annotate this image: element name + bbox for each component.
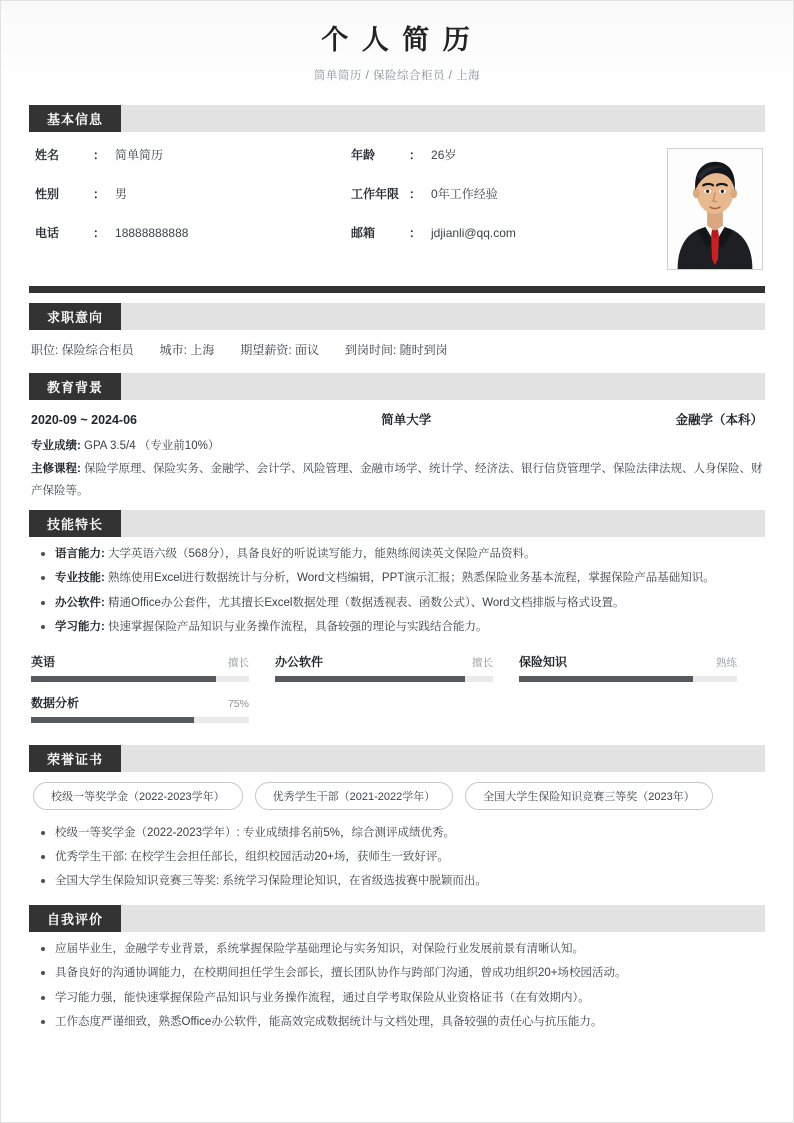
list-item: 应届毕业生，金融学专业背景，系统掌握保险学基础理论与实务知识，对保险行业发展前景有清晰认知。 [39, 938, 763, 960]
field-value: 男 [115, 187, 128, 202]
section-header-basic [29, 105, 765, 132]
field-label: 邮箱 [351, 226, 376, 241]
section-bar-filler [121, 510, 765, 537]
skill-meter [519, 653, 763, 682]
section-header-education [29, 373, 765, 400]
skill-bullet-text: 大学英语六级（568分），具备良好的听说读写能力，能熟练阅读英文保险产品资料。 [104, 547, 536, 560]
job-intent-row [29, 330, 765, 367]
skill-meter [31, 653, 275, 682]
skill-meter-header [519, 653, 737, 670]
field-colon: ： [93, 226, 106, 241]
list-item: 优秀学生干部: 在校学生会担任部长，组织校园活动20+场，获师生一致好评。 [39, 846, 763, 868]
section-title-skills: 技能特长 [29, 510, 121, 537]
skill-meter [31, 694, 275, 723]
skill-bullet-label: 专业技能: [55, 572, 105, 585]
section-header-intent [29, 303, 765, 330]
section-header-honors [29, 745, 765, 772]
list-item: 学习能力强，能快速掌握保险产品知识与业务操作流程，通过自学考取保险从业资格证书（在有效期内）。 [39, 987, 763, 1009]
field-colon: ： [409, 187, 422, 202]
section-bar-filler [121, 303, 765, 330]
field-age [351, 146, 667, 163]
list-item [39, 567, 763, 589]
intent-availability: 到岗时间: 随时到岗 [345, 343, 448, 358]
basic-info-block [29, 132, 765, 280]
education-gpa [29, 436, 765, 459]
skill-meter-level: 擅长 [227, 656, 249, 669]
field-name [35, 146, 351, 163]
skill-meter-fill [275, 676, 465, 682]
skill-meter-group [29, 645, 765, 739]
section-bar-filler [121, 105, 765, 132]
page-title: 个 人 简 历 [321, 25, 473, 55]
section-header-skills [29, 510, 765, 537]
field-value: jdjianli@qq.com [431, 226, 516, 241]
skill-meter-header [31, 694, 249, 711]
field-phone [35, 224, 351, 241]
field-colon: ： [409, 226, 422, 241]
skill-meter-level: 擅长 [471, 656, 493, 669]
education-gpa-label: 专业成绩: [31, 440, 81, 453]
selfeval-bullet-list [29, 932, 765, 1040]
section-bar-filler [121, 745, 765, 772]
skill-meter-name: 保险知识 [518, 654, 567, 669]
section-bar-filler [121, 905, 765, 932]
list-item: 校级一等奖学金（2022-2023学年）: 专业成绩排名前5%，综合测评成绩优秀。 [39, 822, 763, 844]
skill-bullet-label: 学习能力: [55, 621, 105, 634]
honors-bullet-list [29, 816, 765, 899]
list-item [39, 543, 763, 565]
field-value: 简单简历 [115, 148, 164, 163]
education-gpa-value: GPA 3.5/4 （专业前10%） [84, 440, 220, 453]
list-item: 工作态度严谨细致，熟悉Office办公软件，能高效完成数据统计与文档处理，具备较强的责任心与抗压能力。 [39, 1011, 763, 1033]
field-value: 0年工作经验 [431, 187, 498, 202]
list-item: 具备良好的沟通协调能力，在校期间担任学生会部长，擅长团队协作与跨部门沟通，曾成功组织20+场校园活动。 [39, 962, 763, 984]
status-badge: 校级一等奖学金（2022-2023学年） [33, 782, 243, 810]
education-row [29, 400, 765, 436]
education-courses-value: 保险学原理、保险实务、金融学、会计学、风险管理、金融市场学、统计学、经济法、银行信贷管理学、保险法律法规、人身保险、财产保险等。 [31, 463, 763, 497]
skill-meter-name: 英语 [31, 654, 56, 669]
field-label: 姓名 [35, 148, 60, 163]
skill-meter [275, 653, 519, 682]
field-colon: ： [409, 148, 422, 163]
skill-bullet-label: 语言能力: [55, 547, 105, 560]
list-item: 全国大学生保险知识竞赛三等奖: 系统学习保险理论知识，在省级选拔赛中脱颖而出。 [39, 870, 763, 892]
skill-meter-header [31, 653, 249, 670]
skill-meter-track [275, 676, 493, 682]
field-value: 18888888888 [115, 226, 189, 241]
status-badge: 全国大学生保险知识竞赛三等奖（2023年） [465, 782, 712, 810]
skill-meter-fill [31, 717, 194, 723]
skill-meter-fill [519, 676, 693, 682]
skill-bullet-text: 快速掌握保险产品知识与业务操作流程，具备较强的理论与实践结合能力。 [104, 621, 488, 634]
honor-pill-group [29, 772, 765, 816]
skill-bullet-text: 精通Office办公套件，尤其擅长Excel数据处理（数据透视表、函数公式）、Word文档排版与格式设置。 [104, 596, 625, 609]
skill-meter-name: 办公软件 [274, 654, 323, 669]
section-title-basic: 基本信息 [29, 105, 121, 132]
skill-bullet-text: 熟练使用Excel进行数据统计与分析，Word文档编辑，PPT演示汇报；熟悉保险业务基本流程，掌握保险产品基础知识。 [104, 572, 715, 585]
basic-info-fields [29, 146, 667, 263]
intent-position: 职位: 保险综合柜员 [31, 343, 134, 358]
skill-meter-name: 数据分析 [31, 695, 80, 710]
skill-meter-header [275, 653, 493, 670]
section-title-honors: 荣誉证书 [29, 745, 121, 772]
section-title-education: 教育背景 [29, 373, 121, 400]
avatar [667, 148, 763, 270]
field-email [351, 224, 667, 241]
field-label: 电话 [35, 226, 60, 241]
section-bar-filler [121, 373, 765, 400]
field-label: 性别 [35, 187, 60, 202]
section-divider [29, 286, 765, 293]
skill-meter-track [519, 676, 737, 682]
field-value: 26岁 [431, 148, 457, 163]
skill-meter-fill [31, 676, 216, 682]
list-item [39, 592, 763, 614]
document-header [1, 1, 793, 99]
education-courses-label: 主修课程: [31, 463, 81, 476]
skill-meter-track [31, 676, 249, 682]
field-experience [351, 185, 667, 202]
skill-bullet-label: 办公软件: [55, 596, 105, 609]
field-colon: ： [93, 187, 106, 202]
page-subtitle: 简单简历 / 保险综合柜员 / 上海 [313, 70, 481, 83]
intent-salary: 期望薪资: 面议 [240, 343, 320, 358]
portrait-photo-icon [668, 149, 762, 269]
skill-meter-track [31, 717, 249, 723]
field-colon: ： [93, 148, 106, 163]
skills-bullet-list [29, 537, 765, 645]
status-badge: 优秀学生干部（2021-2022学年） [255, 782, 454, 810]
skill-meter-level: 75% [227, 697, 249, 710]
skill-meter-level: 熟练 [715, 656, 737, 669]
education-period: 2020-09 ~ 2024-06 [31, 413, 137, 428]
field-gender [35, 185, 351, 202]
section-title-selfeval: 自我评价 [29, 905, 121, 932]
section-header-selfeval [29, 905, 765, 932]
list-item [39, 616, 763, 638]
education-courses [29, 459, 765, 504]
section-title-intent: 求职意向 [29, 303, 121, 330]
intent-city: 城市: 上海 [159, 343, 215, 358]
field-label: 工作年限 [351, 187, 400, 202]
education-school: 简单大学 [381, 413, 432, 428]
field-label: 年龄 [351, 148, 376, 163]
education-major: 金融学（本科） [675, 413, 763, 428]
